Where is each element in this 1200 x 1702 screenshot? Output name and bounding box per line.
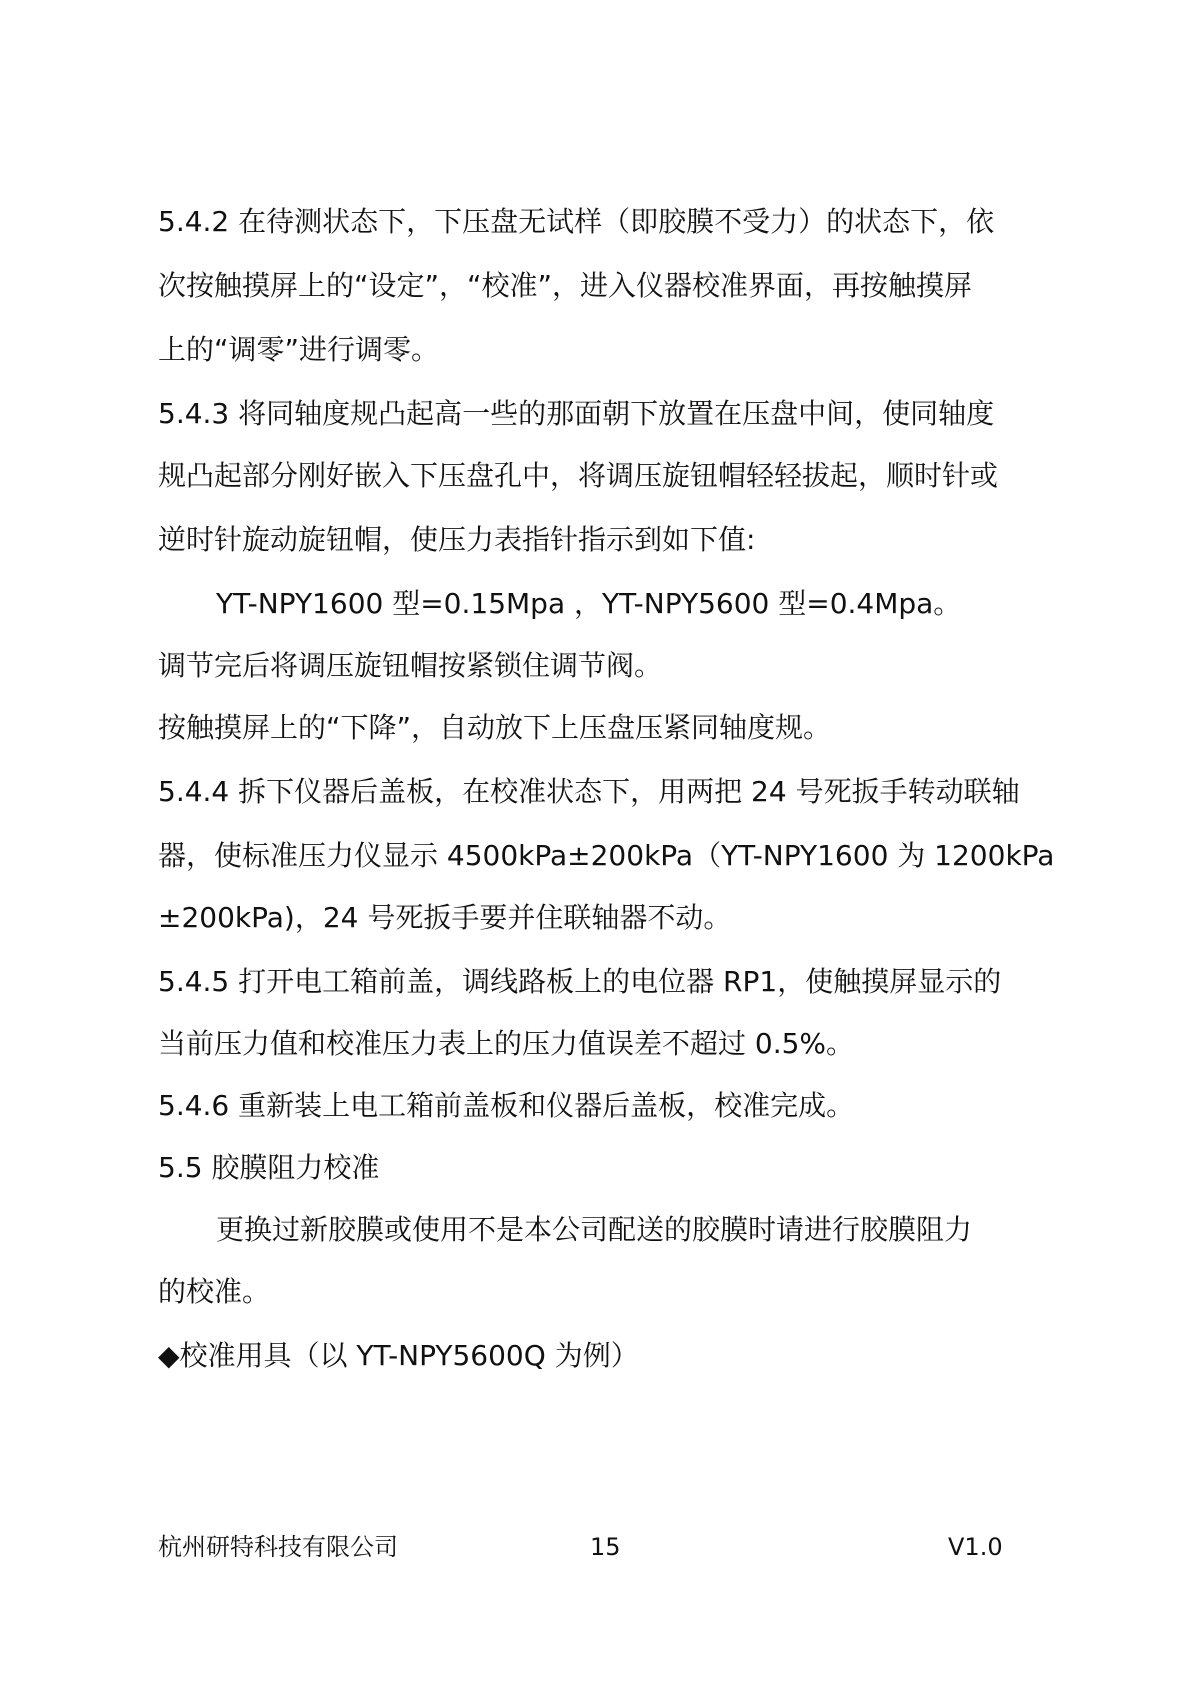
- paragraph-line: 更换过新胶膜或使用不是本公司配送的胶膜时请进行胶膜阻力: [216, 1213, 973, 1246]
- footer-version: V1.0: [948, 1533, 1003, 1561]
- paragraph-line: 器，使标准压力仪显示 4500kPa±200kPa（YT-NPY1600 为 1200kPa: [158, 839, 1055, 872]
- paragraph-line: 5.4.6 重新装上电工箱前盖板和仪器后盖板，校准完成。: [158, 1089, 855, 1122]
- paragraph-line: 5.4.5 打开电工箱前盖，调线路板上的电位器 RP1，使触摸屏显示的: [158, 965, 1002, 998]
- paragraph-line: 5.4.4 拆下仪器后盖板，在校准状态下，用两把 24 号死扳手转动联轴: [158, 775, 1020, 808]
- paragraph-line: 的校准。: [158, 1275, 271, 1308]
- bullet-line: ◆校准用具（以 YT-NPY5600Q 为例）: [158, 1339, 639, 1372]
- section-heading: 5.5 胶膜阻力校准: [158, 1151, 380, 1184]
- model-values-line: YT-NPY1600 型=0.15Mpa ，YT-NPY5600 型=0.4Mpa。: [216, 587, 962, 620]
- paragraph-line: 规凸起部分刚好嵌入下压盘孔中，将调压旋钮帽轻轻拔起，顺时针或: [158, 459, 999, 492]
- paragraph-line: 上的“调零”进行调零。: [158, 333, 440, 366]
- footer-page-number: 15: [590, 1533, 621, 1561]
- paragraph-line: 逆时针旋动旋钮帽，使压力表指针指示到如下值:: [158, 523, 756, 556]
- paragraph-line: 5.4.2 在待测状态下，下压盘无试样（即胶膜不受力）的状态下，依: [158, 205, 995, 238]
- paragraph-line: 次按触摸屏上的“设定”，“校准”，进入仪器校准界面，再按触摸屏: [158, 269, 973, 302]
- paragraph-line: ±200kPa)，24 号死扳手要并住联轴器不动。: [158, 901, 732, 934]
- paragraph-line: 5.4.3 将同轴度规凸起高一些的那面朝下放置在压盘中间，使同轴度: [158, 397, 995, 430]
- paragraph-line: 调节完后将调压旋钮帽按紧锁住调节阀。: [158, 649, 663, 682]
- footer-company: 杭州研特科技有限公司: [158, 1533, 398, 1561]
- paragraph-line: 按触摸屏上的“下降”，自动放下上压盘压紧同轴度规。: [158, 711, 832, 744]
- paragraph-line: 当前压力值和校准压力表上的压力值误差不超过 0.5%。: [158, 1027, 855, 1060]
